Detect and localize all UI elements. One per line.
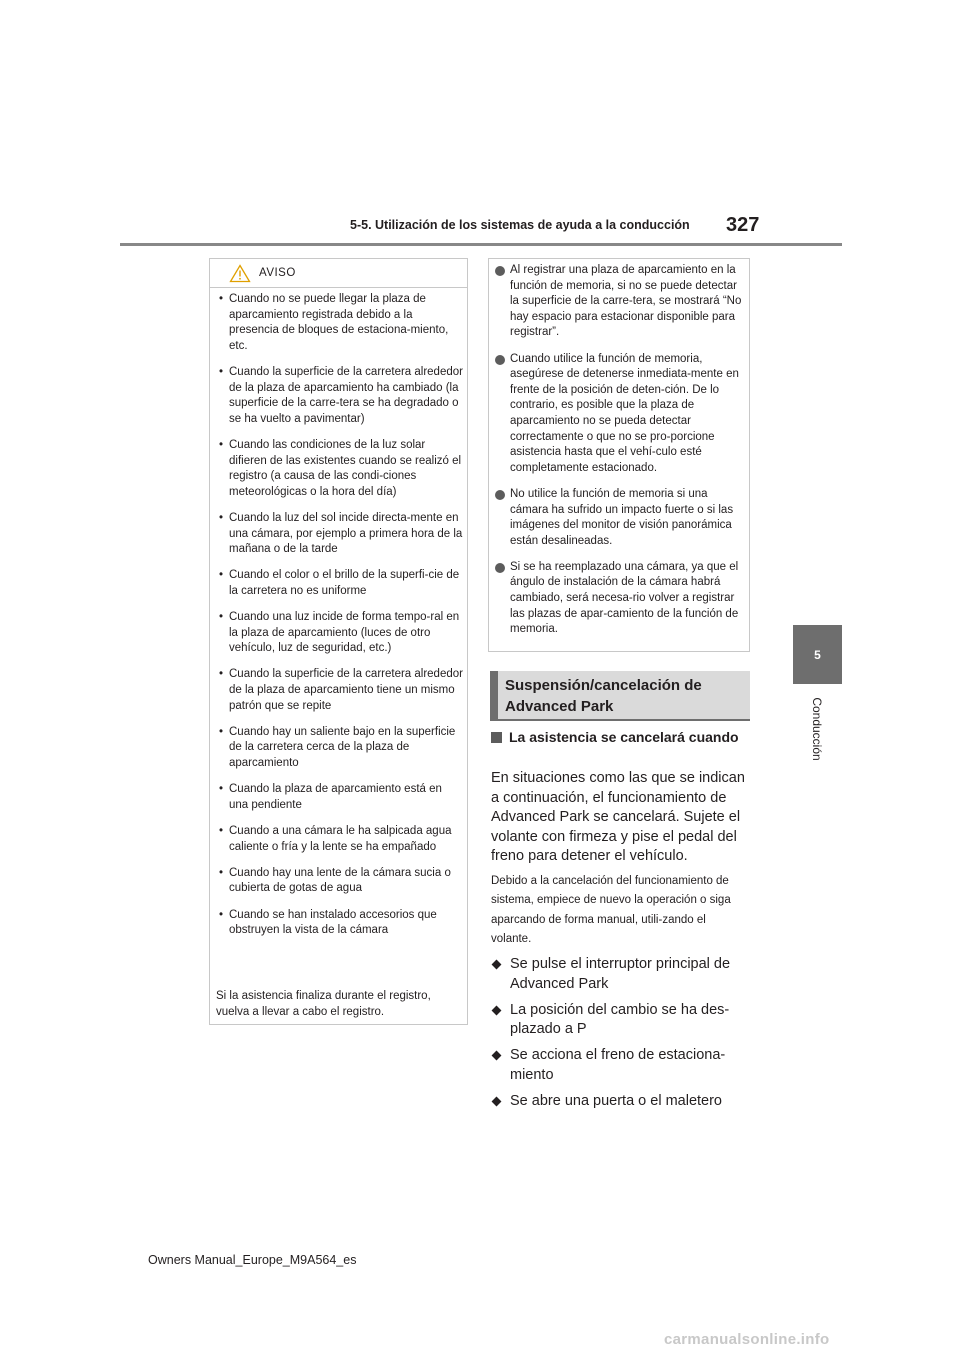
condition-item-text: Se pulse el interruptor principal de Advanced Park	[510, 956, 731, 992]
circle-bullet-icon	[495, 563, 505, 573]
bullet-icon: •	[219, 611, 224, 624]
warning-item-text: Cuando una luz incide de forma tempo-ral en la plaza de aparcamiento (luces de otro vehículo, luz de seguridad, etc.)	[229, 611, 460, 655]
watermark: carmanualsonline.info	[664, 1331, 830, 1348]
page-number: 327	[726, 214, 760, 236]
bullet-icon: •	[219, 438, 224, 451]
condition-item-text: La posición del cambio se ha des-plazado a P	[510, 1001, 730, 1037]
bullet-icon: •	[219, 866, 224, 879]
warning-list	[219, 292, 463, 949]
diamond-bullet-icon	[492, 1005, 502, 1015]
warning-item-text: Cuando la plaza de aparcamiento está en una pendiente	[229, 783, 442, 811]
warning-item	[219, 782, 463, 813]
condition-item	[491, 955, 749, 994]
note-item	[495, 263, 745, 341]
condition-item	[491, 1046, 749, 1085]
warning-item-text: Cuando la superficie de la carretera alrededor de la plaza de aparcamiento ha cambiado (la superficie de la carre-tera se ha degradado o se ha vuelto a pavimentar)	[229, 365, 463, 425]
bullet-icon: •	[219, 293, 224, 305]
warning-item	[219, 568, 463, 599]
circle-bullet-icon	[495, 490, 505, 500]
note-item-text: Cuando utilice la función de memoria, asegúrese de detenerse inmediata-mente en frente de la posición de deten-ción. De lo contrario, es posible que la plaza de aparcamiento no se pueda detectar correctamente o que no se pro-porcione asistencia hasta que el vehí-culo esté completamente estacionado.	[510, 352, 739, 474]
diamond-bullet-icon	[492, 1051, 502, 1061]
bullet-icon: •	[219, 908, 224, 921]
warning-item	[219, 365, 463, 427]
bullet-icon: •	[219, 511, 224, 524]
section-heading	[490, 671, 750, 721]
warning-item	[219, 866, 463, 897]
warning-item	[219, 725, 463, 772]
warning-item-text: Cuando la superficie de la carretera alrededor de la plaza de aparcamiento tiene un mismo patrón que se repite	[229, 668, 463, 712]
warning-item-text: Cuando a una cámara le ha salpicada agua caliente o fría y la lente se ha empañado	[229, 824, 452, 853]
subheading	[491, 728, 749, 747]
bullet-icon: •	[219, 824, 224, 837]
warning-item-text: Cuando las condiciones de la luz solar difieren de las existentes cuando se realizó el registro (a causa de las condi-ciones meteorológicas o la hora del día)	[229, 438, 462, 498]
warning-footer: Si la asistencia finaliza durante el registro, vuelva a llevar a cabo el registro.	[216, 990, 431, 1018]
chapter-tab	[793, 625, 842, 684]
bullet-icon: •	[219, 668, 224, 681]
warning-header	[210, 259, 467, 288]
section-title: Suspensión/cancelación de Advanced Park	[505, 677, 702, 715]
section-heading-bar	[490, 671, 498, 721]
condition-item	[491, 1092, 749, 1112]
warning-item	[219, 610, 463, 657]
bullet-icon: •	[219, 725, 224, 738]
warning-item-text: Cuando no se puede llegar la plaza de aparcamiento registrada debido a la presencia de bloques de estaciona-miento, etc.	[229, 293, 449, 352]
warning-item	[219, 292, 463, 354]
warning-triangle-icon	[229, 264, 251, 283]
warning-item	[219, 511, 463, 558]
circle-bullet-icon	[495, 266, 505, 276]
diamond-bullet-icon	[492, 960, 502, 970]
note-item-text: No utilice la función de memoria si una cámara ha sufrido un impacto fuerte o si las imágenes del monitor de visión panorámica están desalineadas.	[510, 487, 734, 547]
warning-item-text: Cuando la luz del sol incide directa-mente en una cámara, por ejemplo a primera hora de la mañana o de la tarde	[229, 511, 463, 556]
condition-item-text: Se acciona el freno de estaciona-miento	[510, 1047, 726, 1083]
condition-item-text: Se abre una puerta o el maletero	[510, 1092, 722, 1109]
notes-list	[495, 263, 745, 648]
header-divider	[120, 243, 842, 246]
conditions-list	[491, 955, 749, 1118]
warning-box	[209, 258, 468, 1025]
note-item	[495, 352, 745, 477]
notes-box	[488, 258, 750, 652]
warning-item	[219, 667, 463, 714]
warning-title: AVISO	[259, 267, 296, 279]
subheading-text: La asistencia se cancelará cuando	[509, 729, 739, 745]
chapter-number: 5	[814, 647, 821, 662]
note-item	[495, 560, 745, 638]
warning-divider	[210, 287, 467, 288]
square-bullet-icon	[491, 732, 502, 743]
note-item	[495, 487, 745, 549]
note-item-text: Al registrar una plaza de aparcamiento en la función de memoria, si no se puede detectar la superficie de la carre-tera, se mostrará “No hay espacio para estacionar disponible para registrar”.	[510, 264, 742, 339]
warning-item-text: Cuando el color o el brillo de la superfi-cie de la carretera no es uniforme	[229, 569, 460, 597]
section-heading-rule	[490, 719, 750, 721]
warning-item	[219, 438, 463, 500]
diamond-bullet-icon	[492, 1096, 502, 1106]
section-small-paragraph: Debido a la cancelación del funcionamiento de sistema, empiece de nuevo la operación o siga aparcando de forma manual, utili-zando el volante.	[491, 875, 731, 945]
circle-bullet-icon	[495, 355, 505, 365]
chapter-label: Conducción	[810, 697, 824, 761]
warning-item-text: Cuando hay un saliente bajo en la superficie de la carretera cerca de la plaza de aparcamiento	[229, 725, 456, 769]
header-section-title: 5-5. Utilización de los sistemas de ayuda a la conducción	[350, 218, 690, 232]
condition-item	[491, 1001, 749, 1040]
warning-item-text: Cuando se han instalado accesorios que obstruyen la vista de la cámara	[229, 908, 437, 937]
warning-item	[219, 908, 463, 939]
bullet-icon: •	[219, 783, 224, 796]
warning-item-text: Cuando hay una lente de la cámara sucia o cubierta de gotas de agua	[229, 866, 451, 895]
warning-item	[219, 824, 463, 855]
footer-text: Owners Manual_Europe_M9A564_es	[148, 1253, 357, 1267]
bullet-icon: •	[219, 365, 224, 378]
note-item-text: Si se ha reemplazado una cámara, ya que el ángulo de instalación de la cámara habrá cambiado, será necesa-rio volver a registrar las plazas de apar-camiento de la función de memoria.	[510, 560, 739, 636]
section-paragraph: En situaciones como las que se indican a continuación, el funcionamiento de Advanced Park se cancelará. Sujete el volante con firmeza y pise el pedal del freno para detener el vehículo.	[491, 770, 745, 864]
bullet-icon: •	[219, 569, 224, 582]
